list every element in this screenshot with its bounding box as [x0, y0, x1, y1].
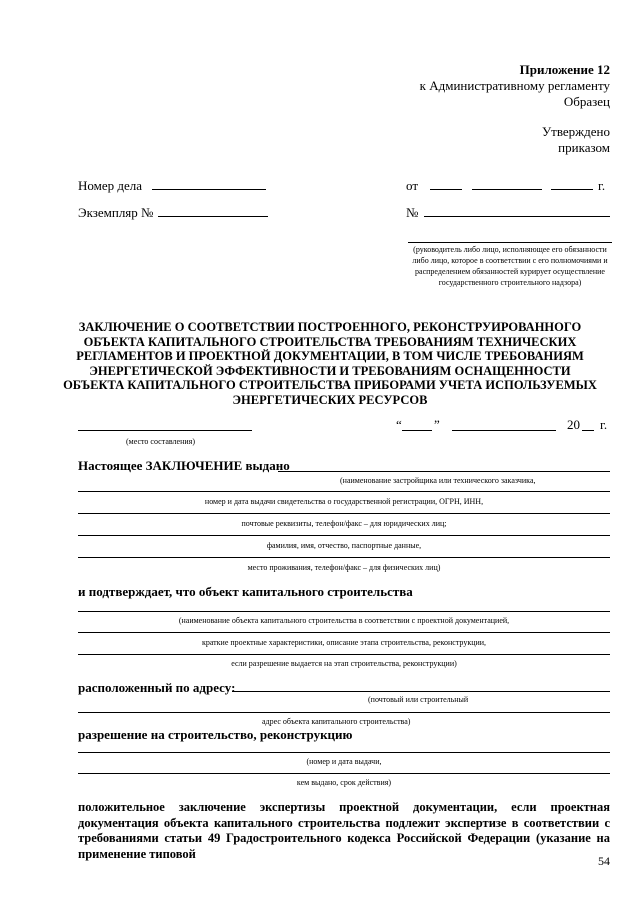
address-hint-1: (почтовый или строительный [368, 695, 469, 704]
issued-label: Настоящее ЗАКЛЮЧЕНИЕ выдано [78, 458, 290, 473]
doc-number-label: № [406, 205, 419, 220]
date-open-quote: “ [396, 417, 402, 432]
doc-number-field[interactable] [424, 216, 610, 217]
object-field-3[interactable] [78, 654, 610, 655]
confirms-label: и подтверждает, что объект капитального строительства [78, 584, 413, 599]
place-field[interactable] [78, 430, 252, 431]
date-month-field[interactable] [472, 189, 542, 190]
issued-field-2[interactable] [78, 491, 610, 492]
object-hint-1: (наименование объекта капитального строительства в соответствии с проектной документацией, [178, 616, 510, 625]
date-day-field[interactable] [430, 189, 462, 190]
date-close-quote: ” [434, 417, 440, 432]
place-month-field[interactable] [452, 430, 556, 431]
order-label: приказом [558, 140, 610, 155]
place-caption: (место составления) [126, 437, 195, 446]
date-from-label: от [406, 178, 419, 193]
case-number-label: Номер дела [78, 178, 143, 193]
issued-field-1[interactable] [278, 471, 610, 472]
place-day-field[interactable] [402, 430, 432, 431]
permit-field-2[interactable] [78, 773, 610, 774]
date-year-field[interactable] [551, 189, 593, 190]
object-field-2[interactable] [78, 632, 610, 633]
issued-field-5[interactable] [78, 557, 610, 558]
appendix-number: Приложение 12 [519, 62, 610, 77]
document-title: ЗАКЛЮЧЕНИЕ О СООТВЕТСТВИИ ПОСТРОЕННОГО, РЕКОНСТРУИРОВАННОГО ОБЪЕКТА КАПИТАЛЬНОГО СТРОИТЕЛЬСТВА ТРЕБОВАНИЯМ ТЕХНИЧЕСКИХ РЕГЛАМЕНТОВ И ПРОЕКТНОЙ ДОКУМЕНТАЦИИ, В ТОМ ЧИСЛЕ ТРЕБОВАНИЯМ ЭНЕРГЕТИЧЕСКОЙ ЭФФЕКТИВНОСТИ И ТРЕБОВАНИЯМ ОСНАЩЕННОСТИ ОБЪЕКТА КАПИТАЛЬНОГО СТРОИТЕЛЬСТВА ПРИБОРАМИ УЧЕТА ИСПОЛЬЗУЕМЫХ ЭНЕРГЕТИЧЕСКИХ РЕСУРСОВ [63, 320, 597, 407]
object-hint-2: краткие проектные характеристики, описание этапа строительства, реконструкции, [201, 638, 487, 647]
place-year-field[interactable] [582, 430, 594, 431]
address-field-1[interactable] [232, 691, 610, 692]
issued-hint-4: фамилия, имя, отчество, паспортные данные, [266, 541, 422, 550]
signatory-field[interactable] [408, 242, 612, 243]
copy-number-label: Экземпляр № [78, 205, 154, 220]
permit-hint-2: кем выдано, срок действия) [296, 778, 392, 787]
approved-label: Утверждено [541, 124, 610, 139]
issued-field-4[interactable] [78, 535, 610, 536]
object-field-1[interactable] [78, 611, 610, 612]
issued-field-3[interactable] [78, 513, 610, 514]
object-hint-3: если разрешение выдается на этап строительства, реконструкции) [231, 659, 457, 668]
permit-hint-1: (номер и дата выдачи, [306, 757, 382, 766]
year-prefix: 20 [567, 417, 580, 432]
sample-label: Образец [563, 94, 610, 109]
issued-hint-2: номер и дата выдачи свидетельства о государственной регистрации, ОГРН, ИНН, [204, 497, 484, 506]
permit-label: разрешение на строительство, реконструкцию [78, 727, 353, 742]
permit-field-1[interactable] [78, 752, 610, 753]
issued-hint-5: место проживания, телефон/факс – для физических лиц) [247, 563, 441, 572]
address-field-2[interactable] [78, 712, 610, 713]
case-number-field[interactable] [152, 189, 266, 190]
regulation-reference: к Административному регламенту [419, 78, 610, 93]
year-suffix: г. [598, 178, 606, 193]
issued-hint-3: почтовые реквизиты, телефон/факс – для юридических лиц; [241, 519, 447, 528]
issued-hint-1: (наименование застройщика или технического заказчика, [340, 476, 536, 485]
page-number: 54 [598, 854, 610, 868]
signatory-hint: (руководитель либо лицо, исполняющее его обязанности либо лицо, которое в соответствии с его полномочиями и распределением обязанностей курирует осуществление государственного строительного надзора) [412, 245, 608, 287]
address-label: расположенный по адресу: [78, 680, 236, 695]
expertise-paragraph: положительное заключение экспертизы проектной документации, если проектная документация объекта капитального строительства подлежит экспертизе в соответствии с требованиями статьи 49 Градостроительного кодекса Российской Федерации (указание на применение типовой [78, 800, 610, 861]
copy-number-field[interactable] [158, 216, 268, 217]
address-hint-2: адрес объекта капитального строительства) [262, 717, 411, 726]
place-year-suffix: г. [600, 417, 608, 432]
